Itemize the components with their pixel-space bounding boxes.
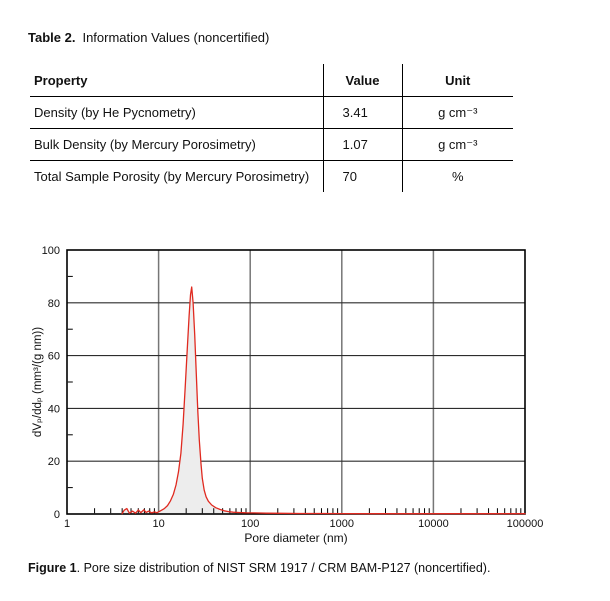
information-values-table <box>30 64 513 192</box>
value-cell: 1.07 <box>323 129 402 161</box>
y-tick-label: 20 <box>47 456 60 469</box>
x-tick-label: 100 <box>241 518 260 530</box>
curve-area-fill <box>122 287 525 514</box>
y-tick-label: 0 <box>53 509 60 521</box>
table-title-text: Information Values (noncertified) <box>82 30 270 45</box>
table-header-row <box>30 64 513 97</box>
x-tick-label: 10000 <box>418 518 449 530</box>
x-axis-label: Pore diameter (nm) <box>244 531 348 545</box>
x-tick-label: 10 <box>152 518 165 530</box>
y-tick-label: 60 <box>47 350 60 363</box>
y-axis-label: dVₚ/ddₚ (mm³/(g nm)) <box>32 326 44 438</box>
figure-caption-label: Figure 1 <box>28 561 77 575</box>
table-row <box>30 97 513 129</box>
unit-cell: g cm⁻³ <box>402 97 513 129</box>
y-tick-label: 80 <box>47 297 60 310</box>
table-row <box>30 129 513 161</box>
value-cell: 3.41 <box>323 97 402 129</box>
property-cell: Bulk Density (by Mercury Porosimetry) <box>30 129 323 161</box>
table-row <box>30 161 513 193</box>
plot-border <box>67 250 525 514</box>
property-cell: Density (by He Pycnometry) <box>30 97 323 129</box>
x-tick-label: 100000 <box>506 518 544 530</box>
y-tick-label: 100 <box>41 245 60 257</box>
x-tick-label: 1000 <box>329 518 355 530</box>
column-header-property: Property <box>30 64 323 97</box>
figure-caption <box>28 561 490 575</box>
value-cell: 70 <box>323 161 402 193</box>
table-title-label: Table 2. <box>28 30 76 45</box>
figure-caption-text: . Pore size distribution of NIST SRM 1917 / CRM BAM-P127 (noncertified). <box>76 561 491 575</box>
column-header-unit: Unit <box>402 64 513 97</box>
unit-cell: g cm⁻³ <box>402 129 513 161</box>
y-tick-label: 40 <box>47 403 60 416</box>
column-header-value: Value <box>323 64 402 97</box>
property-cell: Total Sample Porosity (by Mercury Porosimetry) <box>34 169 310 184</box>
pore-size-distribution-figure <box>0 230 610 560</box>
table-title <box>28 30 269 45</box>
x-tick-label: 1 <box>63 518 71 530</box>
unit-cell: % <box>402 161 513 193</box>
